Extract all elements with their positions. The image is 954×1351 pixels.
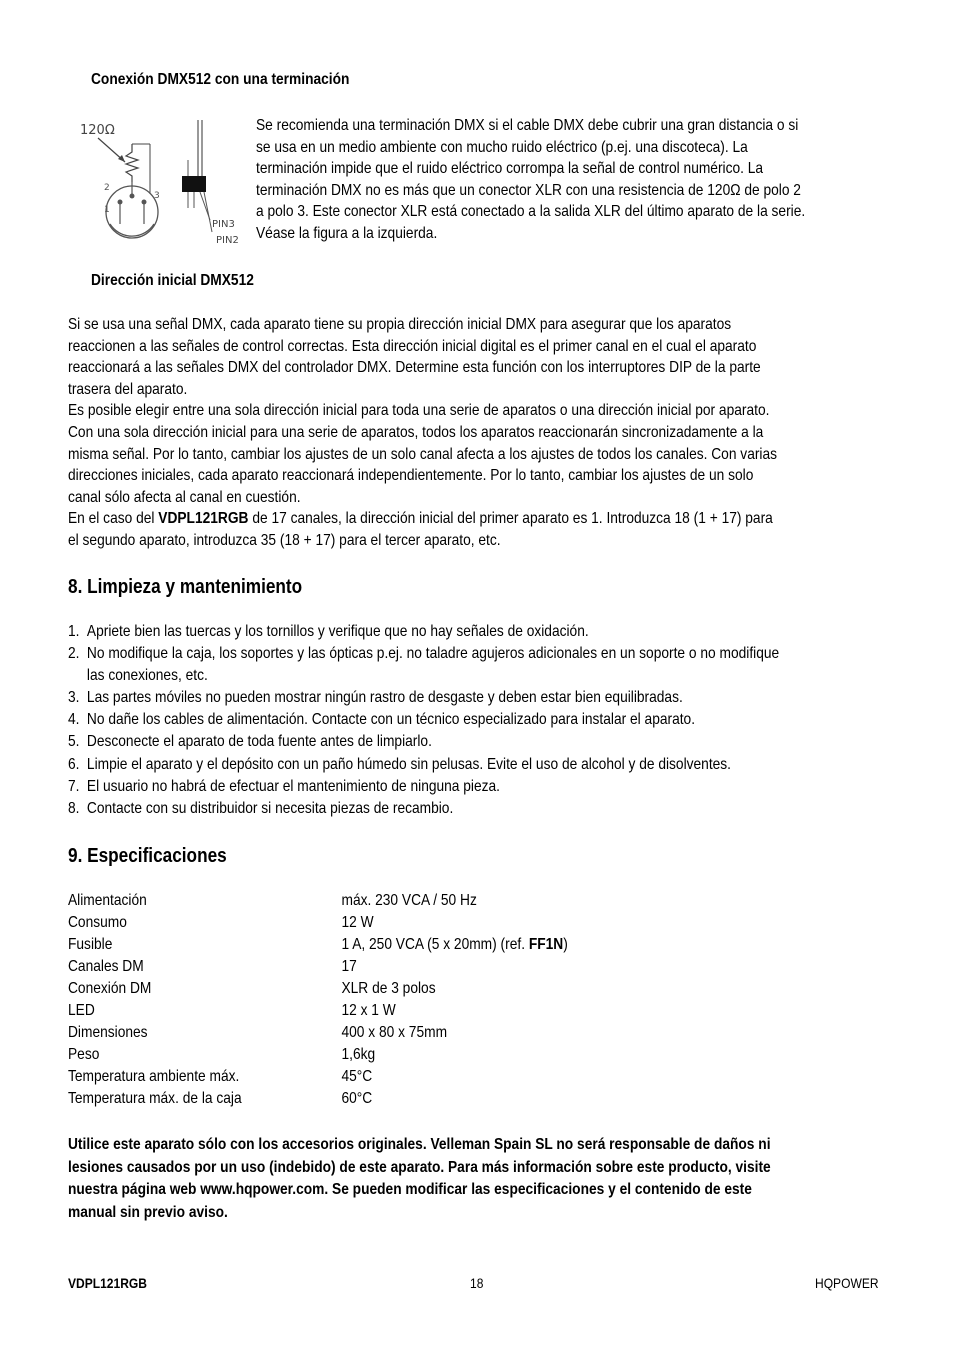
svg-text:1: 1 [104,205,110,215]
xlr-connector-diagram [70,112,250,252]
svg-text:3: 3 [154,191,160,201]
product-code: VDPL121RGB [158,510,249,528]
disclaimer: Utilice este aparato sólo con los accesorios originales. Velleman Spain SL no será responsable de daños ni lesiones causados por un uso (indebido) de este aparato. Para más información sobre este producto, visite nuestra página web www.hqpower.com. Se pueden modificar las especificaciones y el contenido de este manual sin previo aviso. [68,1136,771,1221]
xlr-termination-figure [70,112,250,252]
pin2-label: PIN2 [216,235,239,246]
footer-model: VDPL121RGB [68,1275,147,1291]
address-paragraph: Si se usa una señal DMX, cada aparato tiene su propia dirección inicial DMX para asegurar que los aparatos reaccionen a las señales de control correctas. Esta dirección inicial digital es el primer canal en el cual el aparato reaccionará a las señales DMX del controlador DMX. Determine esta función con los interruptores DIP de la parte trasera del aparato. Es posible elegir entre una sola dirección inicial para toda una serie de aparatos o una dirección inicial por aparato. Con una sola dirección inicial para una serie de aparatos, todos los aparatos reaccionarán sincronizadamente a la misma señal. Por lo tanto, cambiar los ajustes de un solo canal afecta a los ajustes de todos los canales. Con varias direcciones iniciales, cada aparato reaccionará independientemente. Por lo tanto, cambiar los ajustes de un solo canal sólo afecta al canal en cuestión. En el caso del VDPL121RGB de 17 canales, la dirección inicial del primer aparato es 1. Introduzca 18 (1 + 17) para el segundo aparato, introduzca 35 (18 + 17) para el tercer aparato, etc. [68,316,778,549]
address-heading: Dirección inicial DMX512 [91,272,254,289]
termination-paragraph: Se recomienda una terminación DMX si el cable DMX debe cubrir una gran distancia o si se usa en un medio ambiente con mucho ruido eléctrico (p.ej. una discoteca). La terminación impide que el ruido eléctrico corrompa la señal de control numérico. La terminación DMX no es más que un conector XLR con una resistencia de 120Ω de polo 2 a polo 3. Este conector XLR está conectado a la salida XLR del último aparato de la serie. Véase la figura a la izquierda. [256,117,806,242]
specs-table: Alimentación máx. 230 VCA / 50 Hz Consumo 12 W Fusible 1 A, 250 VCA (5 x 20mm) (ref. FF1N) Canales DM 17 Conexión DM XLR de 3 polos LED 12 x 1 W Dimensiones 400 x 80 x 75mm Peso 1,6kg Temperatura ambiente máx. 45°C Temperatura máx. de la caja 60°C [68,892,568,1107]
svg-text:2: 2 [104,183,110,193]
pin3-label: PIN3 [212,219,235,230]
cleaning-heading: 8. Limpieza y mantenimiento [68,576,303,598]
resistor-label: 120Ω [80,123,115,138]
cleaning-list: 1. Apriete bien las tuercas y los tornillos y verifique que no hay señales de oxidación. 2. No modifique la caja, los soportes y las ópticas p.ej. no taladre agujeros adicionales en un soporte o no modifique las conexiones, etc. 3. Las partes móviles no pueden mostrar ningún rastro de desgaste y deben estar bien equilibradas. 4. No dañe los cables de alimentación. Contacte con un técnico especializado para instalar el aparato. 5. Desconecte el aparato de toda fuente antes de limpiarlo. 6. Limpie el aparato y el depósito con un paño húmedo sin pelusas. Evite el uso de alcohol y de disolventes. 7. El usuario no habrá de efectuar el mantenimiento de ninguna pieza. 8. Contacte con su distribuidor si necesita piezas de recambio. [68,623,780,817]
page-number: 18 [470,1275,484,1291]
specs-heading: 9. Especificaciones [68,845,227,867]
footer-brand: HQPOWER [815,1275,879,1291]
termination-heading: Conexión DMX512 con una terminación [91,71,350,88]
